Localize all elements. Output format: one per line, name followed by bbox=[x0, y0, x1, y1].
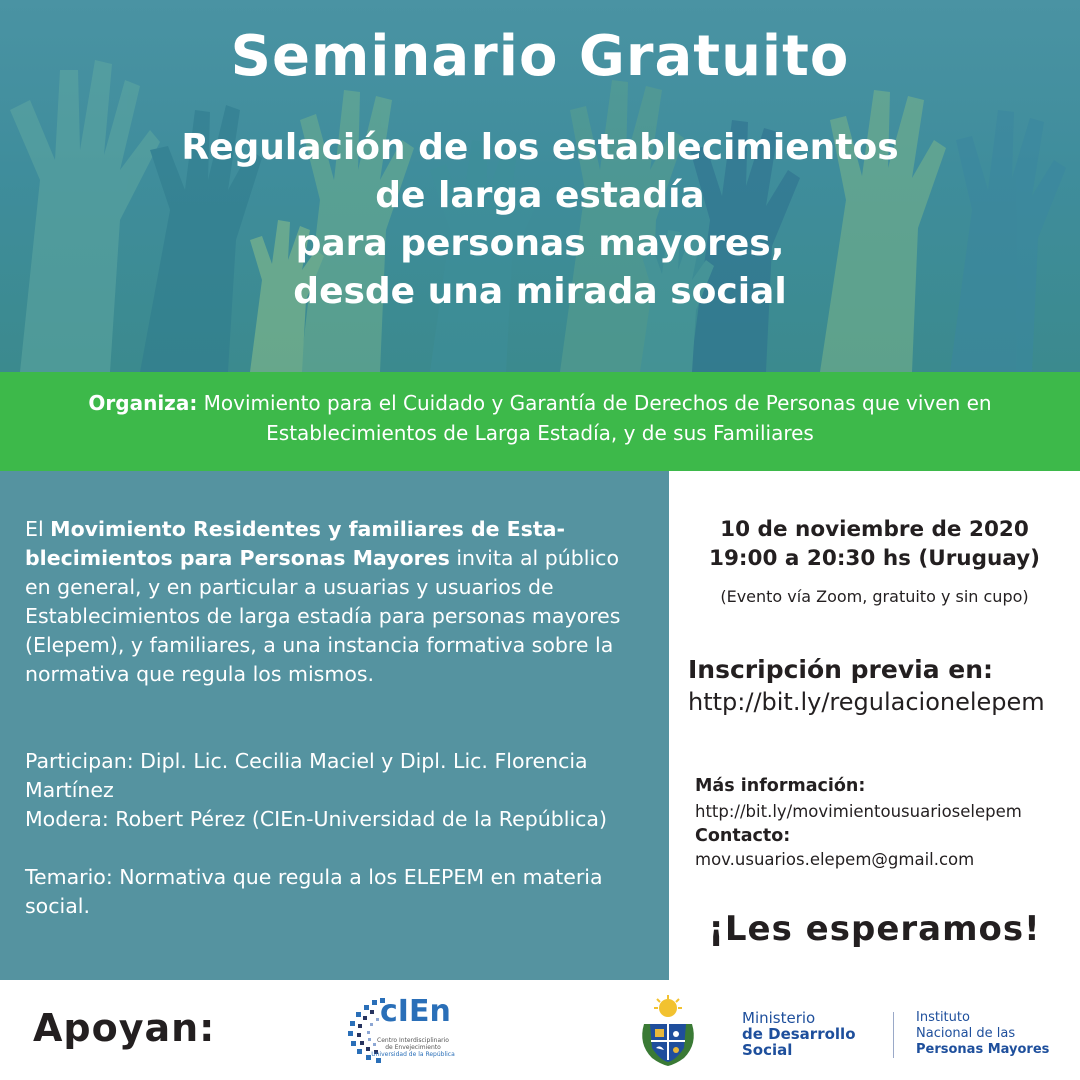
more-info-heading: Más información: bbox=[695, 776, 866, 796]
event-info-panel bbox=[669, 471, 1080, 980]
contact-email[interactable]: mov.usuarios.elepem@gmail.com bbox=[695, 850, 975, 869]
registration-heading: Inscripción previa en: bbox=[688, 655, 994, 684]
apoyan-label: Apoyan: bbox=[33, 1006, 216, 1050]
organizer-band bbox=[0, 372, 1080, 471]
mides-line: Social bbox=[742, 1041, 793, 1059]
cien-caption-line: Universidad de la República bbox=[371, 1051, 455, 1058]
event-date bbox=[669, 515, 1080, 573]
moderator: Modera: Robert Pérez (CIEn-Universidad de la República) bbox=[25, 807, 607, 831]
date-line: 10 de noviembre de 2020 bbox=[720, 517, 1029, 542]
subtitle-line: para personas mayores, bbox=[295, 223, 785, 264]
registration-link[interactable]: http://bit.ly/regulacionelepem bbox=[688, 688, 1045, 716]
movement-name: Movimiento Residentes y familiares de Esta-blecimientos para Personas Mayores bbox=[25, 517, 566, 570]
logo-divider bbox=[893, 1012, 894, 1058]
intro-post: invita al público en general, y en particular a usuarias y usuarios de Establecimientos de larga estadía para personas mayores (Elepem), y familiares, a una instancia formativa sobre la normativa que regula los mismos. bbox=[25, 546, 621, 686]
cien-caption bbox=[368, 1037, 458, 1058]
intro-pre: El bbox=[25, 517, 51, 541]
inmayores-line: Personas Mayores bbox=[916, 1042, 1050, 1057]
organiza-label: Organiza: bbox=[88, 391, 198, 415]
cien-caption-line: de Envejecimiento bbox=[385, 1044, 441, 1051]
zoom-note: (Evento vía Zoom, gratuito y sin cupo) bbox=[720, 587, 1029, 606]
sponsors-footer bbox=[0, 980, 1080, 1080]
mides-line: de Desarrollo bbox=[742, 1025, 856, 1043]
subtitle-line: de larga estadía bbox=[375, 175, 705, 216]
hero-banner bbox=[0, 0, 1080, 372]
mides-logo bbox=[742, 1010, 856, 1058]
description-panel bbox=[0, 471, 669, 980]
uruguay-coat-of-arms-icon bbox=[630, 994, 706, 1070]
more-info-link[interactable]: http://bit.ly/movimientousuarioselepem bbox=[695, 802, 1022, 821]
intro-paragraph bbox=[25, 515, 647, 689]
contact-heading: Contacto: bbox=[695, 826, 791, 846]
inmayores-line: Nacional de las bbox=[916, 1026, 1016, 1041]
participants: Participan: Dipl. Lic. Cecilia Maciel y Dipl. Lic. Florencia Martínez bbox=[25, 749, 588, 802]
subtitle-line: desde una mirada social bbox=[293, 271, 787, 312]
organiza-text: Movimiento para el Cuidado y Garantía de Derechos de Personas que viven en Establecimientos de Larga Estadía, y de sus Familiares bbox=[197, 391, 992, 445]
seminar-subtitle bbox=[0, 124, 1080, 316]
cien-wordmark: cIEn bbox=[380, 994, 451, 1029]
mides-line: Ministerio bbox=[742, 1009, 816, 1027]
inmayores-logo bbox=[916, 1010, 1049, 1058]
cien-caption-line: Centro Interdisciplinario bbox=[377, 1037, 449, 1044]
agenda: Temario: Normativa que regula a los ELEPEM en materia social. bbox=[25, 865, 603, 918]
inmayores-line: Instituto bbox=[916, 1010, 970, 1025]
seminar-title: Seminario Gratuito bbox=[230, 24, 850, 89]
time-line: 19:00 a 20:30 hs (Uruguay) bbox=[708, 546, 1040, 571]
subtitle-line: Regulación de los establecimientos bbox=[181, 127, 899, 168]
closing-message: ¡Les esperamos! bbox=[708, 909, 1041, 949]
